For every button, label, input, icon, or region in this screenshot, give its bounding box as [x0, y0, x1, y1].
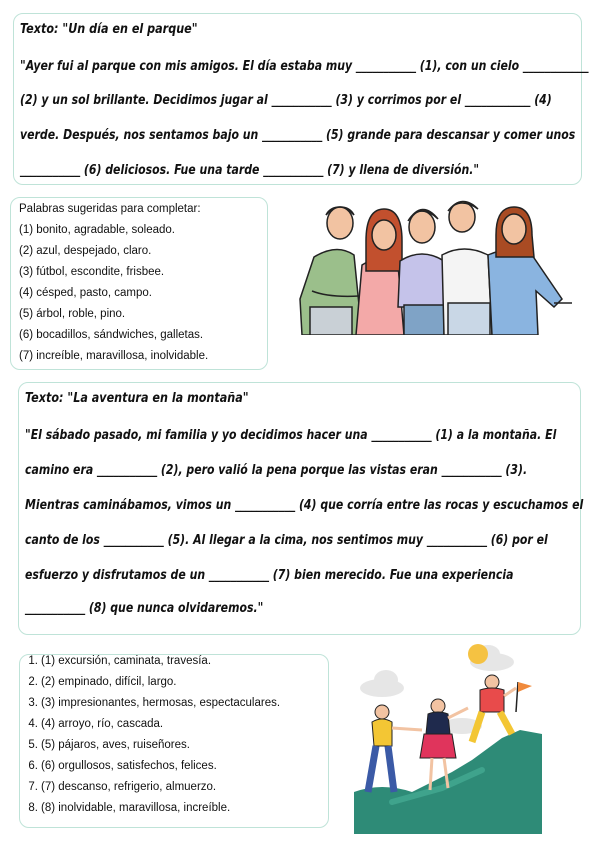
list-item: (5) árbol, roble, pino. — [19, 308, 126, 320]
story2-line-3: Mientras caminábamos, vimos un ___________ (4) que corría entre las rocas y escuchamos el — [25, 498, 584, 513]
story2-line-2: camino era ___________ (2), pero valió la pena porque las vistas eran ___________ (3). — [25, 463, 528, 478]
words1-list — [19, 203, 264, 368]
list-item: (1) bonito, agradable, soleado. — [19, 224, 175, 236]
story1-title: Texto: "Un día en el parque" — [20, 22, 198, 37]
friend-5 — [488, 207, 572, 335]
list-item: 8. (8) inolvidable, maravillosa, increíble. — [28, 802, 231, 814]
story2-box — [18, 382, 584, 635]
list-item: (7) increíble, maravillosa, inolvidable. — [19, 350, 209, 362]
story1-box — [13, 13, 589, 185]
list-item: (4) césped, pasto, campo. — [19, 287, 152, 299]
friends-group-illustration — [292, 195, 582, 335]
list-item: (3) fútbol, escondite, frisbee. — [19, 266, 165, 278]
story1-line-4: ___________ (6) deliciosos. Fue una tarde ___________ (7) y llena de diversión." — [20, 163, 480, 178]
sun-icon — [468, 644, 488, 664]
story2-line-4: canto de los ___________ (5). Al llegar a la cima, nos sentimos muy ___________ (6) por el — [25, 533, 548, 548]
climber-1 — [368, 705, 422, 792]
list-item: 2. (2) empinado, difícil, largo. — [28, 676, 177, 688]
story1-line-1: "Ayer fui al parque con mis amigos. El día estaba muy ___________ (1), con un cielo ____________ — [20, 59, 589, 74]
story2-line-6: ___________ (8) que nunca olvidaremos." — [25, 601, 264, 616]
list-item: 4. (4) arroyo, río, cascada. — [28, 718, 164, 730]
friend-2 — [356, 209, 404, 335]
story2-line-1: "El sábado pasado, mi familia y yo decidimos hacer una ___________ (1) a la montaña. El — [25, 428, 557, 443]
story2-title: Texto: "La aventura en la montaña" — [25, 391, 249, 406]
list-item: 7. (7) descanso, refrigerio, almuerzo. — [28, 781, 217, 793]
story2-line-5: esfuerzo y disfrutamos de un ___________ (7) bien merecido. Fue una experiencia — [25, 568, 514, 583]
list-item: 3. (3) impresionantes, hermosas, espectaculares. — [28, 697, 281, 709]
story1-line-3: verde. Después, nos sentamos bajo un ___________ (5) grande para descansar y comer unos — [20, 128, 576, 143]
words2-list — [24, 655, 324, 825]
climber-3 — [472, 675, 516, 742]
words1-header: Palabras sugeridas para completar: — [19, 203, 201, 215]
cloud-icon — [360, 670, 404, 697]
list-item: 6. (6) orgullosos, satisfechos, felices. — [28, 760, 217, 772]
flag-icon — [516, 682, 532, 712]
story1-line-2: (2) y un sol brillante. Decidimos jugar al ___________ (3) y corrimos por el ____________ (4) — [20, 93, 552, 108]
list-item: 1. (1) excursión, caminata, travesía. — [28, 655, 212, 667]
friend-4 — [442, 201, 492, 335]
friend-3 — [398, 209, 448, 335]
list-item: (6) bocadillos, sándwiches, galletas. — [19, 329, 204, 341]
list-item: 5. (5) pájaros, aves, ruiseñores. — [28, 739, 190, 751]
list-item: (2) azul, despejado, claro. — [19, 245, 152, 257]
mountain-climbers-illustration — [352, 642, 542, 834]
